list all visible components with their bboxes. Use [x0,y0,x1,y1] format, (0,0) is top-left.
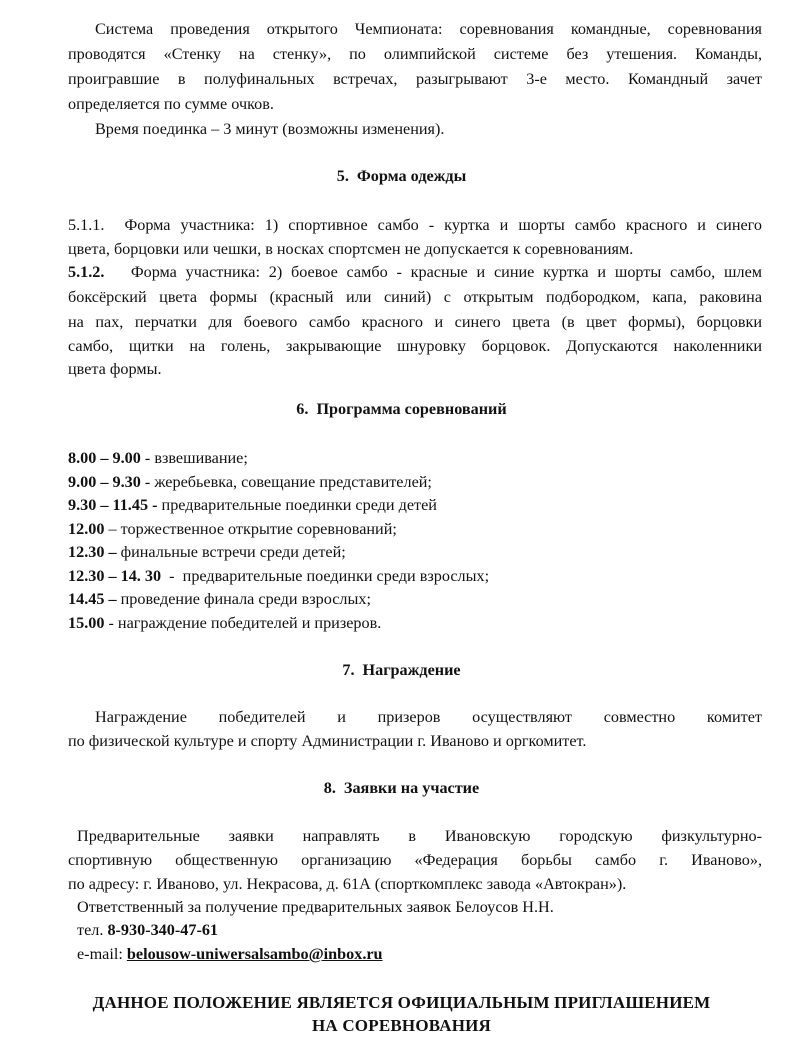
phone-number: 8-930-340-47-61 [107,921,219,939]
intro-line-4: определяется по сумме очков. [68,95,274,113]
phone-label: тел. [77,921,104,939]
clause-5-1-2-line-1 [68,260,762,284]
clause-5-1-2-number: 5.1.2. [68,263,105,281]
schedule-text: жеребьевка, совещание представителей; [154,473,432,491]
schedule-separator: - [161,567,179,585]
section-8-heading [0,776,803,800]
applications-line-1: Предварительные заявки направлять в Ивановскую городскую физкультурно- [77,827,762,845]
schedule-time: 9.30 – 11.45 [68,496,149,514]
clause-5-1-2-line-4: самбо, щитки на голень, закрывающие шнуровку борцовок. Допускаются наколенники [68,337,762,355]
schedule-time: 12.30 – [68,543,117,561]
schedule-separator: - [140,473,155,491]
schedule-separator: - [140,449,155,467]
intro-line-3: проигравшие в полуфинальных встречах, разыгрывают 3-е место. Командный зачет [68,70,762,88]
section-6-heading [0,397,803,421]
schedule-separator: - [148,496,162,514]
schedule-item [68,517,397,541]
section-5-title: Форма одежды [356,167,467,185]
email-label: e-mail: [77,945,123,963]
schedule-item [68,470,432,494]
section-6-number: 6. [296,400,309,418]
section-8-number: 8. [323,779,336,797]
phone-line [77,918,218,942]
schedule-separator: - [104,614,118,632]
clause-5-1-2-line-5: цвета формы. [68,360,162,378]
applications-line-2: спортивную общественную организацию «Федерация борьбы самбо г. Иваново», [68,851,762,869]
schedule-text: взвешивание; [154,449,248,467]
clause-5-1-2-text: Форма участника: 2) боевое самбо - красные и синие куртка и шорты самбо, шлем [130,263,762,281]
schedule-separator: – [104,520,121,538]
intro-line-1: Система проведения открытого Чемпионата: соревнования командные, соревнования [95,20,762,38]
schedule-text: проведение финала среди взрослых; [120,590,371,608]
schedule-item [68,446,248,470]
schedule-text: торжественное открытие соревнований; [120,520,397,538]
responsible-person: Ответственный за получение предварительных заявок Белоусов Н.Н. [77,898,554,916]
intro-line-2: проводятся «Стенку на стенку», по олимпийской системе без утешения. Команды, [68,45,762,63]
section-5-heading [0,164,803,188]
schedule-text: предварительные поединки среди взрослых; [178,567,490,585]
official-invitation-line-2: НА СОРЕВНОВАНИЯ [311,1016,492,1035]
awards-line-1: Награждение победителей и призеров осуществляют совместно комитет [95,708,762,726]
clause-5-1-2-line-2: боксёрский цвета формы (красный или синий) с открытым подбородком, капа, раковина [68,288,762,306]
section-6-title: Программа соревнований [316,400,507,418]
schedule-time: 12.00 [68,520,105,538]
schedule-item [68,564,489,588]
clause-5-1-1-line-1 [68,213,762,237]
schedule-time: 14.45 – [68,590,117,608]
email-link[interactable]: belousow-uniwersalsambo@inbox.ru [126,945,383,963]
schedule-text: финальные встречи среди детей; [120,543,346,561]
section-8-title: Заявки на участие [343,779,480,797]
schedule-item [68,493,437,517]
schedule-item [68,587,371,611]
section-7-number: 7. [342,661,355,679]
schedule-time: 9.00 – 9.30 [68,473,141,491]
section-7-heading [0,658,803,682]
bout-duration: Время поединка – 3 минут (возможны изменения). [95,120,445,138]
section-5-number: 5. [336,167,349,185]
schedule-item [68,611,381,635]
applications-line-3: по адресу: г. Иваново, ул. Некрасова, д. 61А (спорткомплекс завода «Автокран»). [68,875,627,893]
section-7-title: Награждение [362,661,461,679]
clause-5-1-2-line-3: на пах, перчатки для боевого самбо красного и синего цвета (в цвет формы), борцовки [68,313,762,331]
schedule-time: 8.00 – 9.00 [68,449,141,467]
clause-5-1-1-line-2: цвета, борцовки или чешки, в носках спортсмен не допускается к соревнованиям. [68,240,634,258]
official-invitation-line-1: ДАННОЕ ПОЛОЖЕНИЕ ЯВЛЯЕТСЯ ОФИЦИАЛЬНЫМ ПРИГЛАШЕНИЕМ [92,993,711,1012]
schedule-time: 15.00 [68,614,105,632]
awards-line-2: по физической культуре и спорту Администрации г. Иваново и оргкомитет. [68,732,587,750]
email-line [77,942,383,966]
clause-5-1-1-text: Форма участника: 1) спортивное самбо - куртка и шорты самбо красного и синего [124,216,762,234]
clause-5-1-1-number: 5.1.1. [68,216,105,234]
schedule-item [68,540,346,564]
schedule-text: награждение победителей и призеров. [117,614,382,632]
schedule-time: 12.30 – 14. 30 [68,567,162,585]
schedule-text: предварительные поединки среди детей [161,496,437,514]
